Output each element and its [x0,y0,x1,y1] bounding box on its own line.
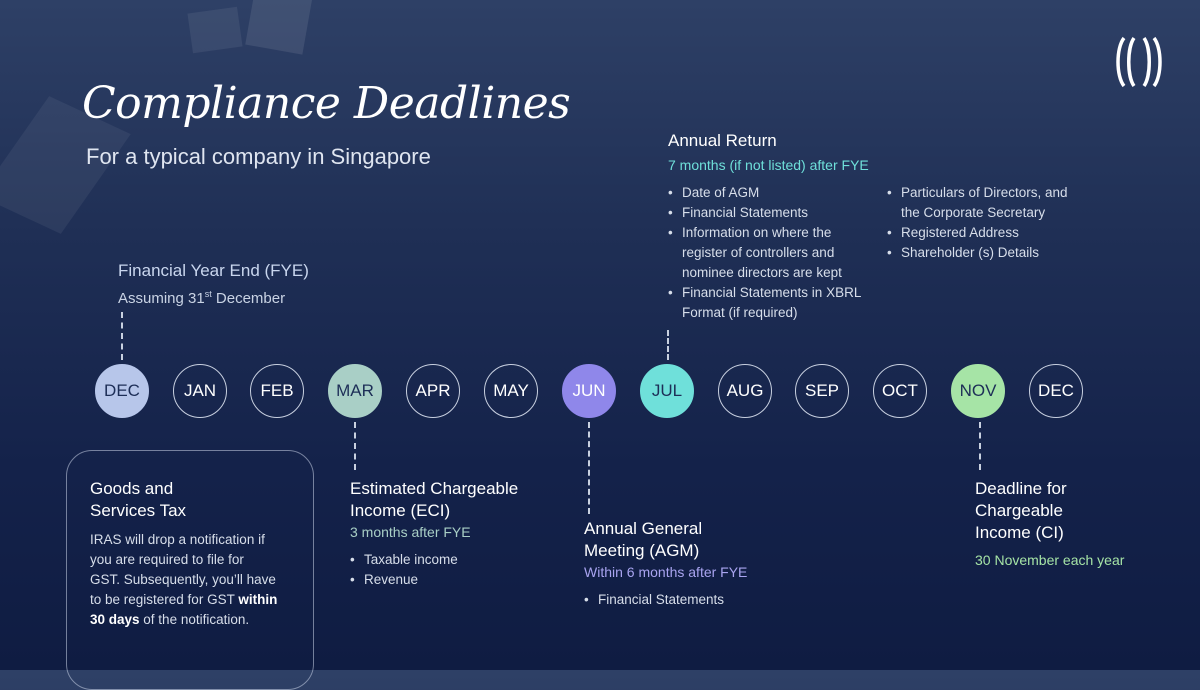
list-item: • Financial Statements in XBRL Format (if required) [668,283,873,323]
list-item: • Particulars of Directors, and the Corporate Secretary [887,183,1102,223]
ci-title: Deadline for Chargeable Income (CI) [975,479,1067,542]
month-aug: AUG [718,364,772,418]
month-dec-end: DEC [1029,364,1083,418]
list-item: • Shareholder (s) Details [887,243,1102,263]
gst-title: Goods and Services Tax [90,479,187,520]
month-may: MAY [484,364,538,418]
month-apr: APR [406,364,460,418]
annual-return-title: Annual Return [668,131,777,150]
month-jun: JUN [562,364,616,418]
month-jul: JUL [640,364,694,418]
annual-return-list-right [887,183,1102,263]
eci-connector [354,422,356,470]
month-dec-start: DEC [95,364,149,418]
decorative-square [245,0,313,55]
ci-connector [979,422,981,470]
annual-return-connector [667,330,669,360]
annual-return-subtitle: 7 months (if not listed) after FYE [668,157,869,173]
list-item: • Date of AGM [668,183,873,203]
agm-connector [588,422,590,514]
list-item: • Registered Address [887,223,1102,243]
fye-assuming: Assuming 31st December [118,289,286,307]
annual-return-list-left [668,183,873,323]
eci-title: Estimated Chargeable Income (ECI) [350,479,519,520]
list-item: • Information on where the register of controllers and nominee directors are kept [668,223,873,283]
list-item: • Taxable income [350,550,550,570]
gst-description: IRAS will drop a notification if you are required to file for GST. Subsequently, you’ll have to be registered for GST within 30 days of the notification. [90,532,278,627]
page-title: Compliance Deadlines [82,78,571,129]
month-oct: OCT [873,364,927,418]
agm-subtitle: Within 6 months after FYE [584,564,748,580]
agm-list [584,590,784,610]
fye-title: Financial Year End (FYE) [118,261,309,280]
fye-connector [121,312,123,360]
list-item: • Financial Statements [668,203,873,223]
month-mar: MAR [328,364,382,418]
bracket-logo-icon [1114,36,1164,88]
list-item: • Financial Statements [584,590,784,610]
decorative-square [187,7,242,54]
month-jan: JAN [173,364,227,418]
agm-title: Annual General Meeting (AGM) [584,519,703,560]
month-feb: FEB [250,364,304,418]
list-item: • Revenue [350,570,550,590]
eci-list [350,550,550,590]
month-sep: SEP [795,364,849,418]
ci-subtitle: 30 November each year [975,552,1125,568]
page-subtitle: For a typical company in Singapore [86,144,431,169]
month-nov: NOV [951,364,1005,418]
eci-subtitle: 3 months after FYE [350,524,471,540]
